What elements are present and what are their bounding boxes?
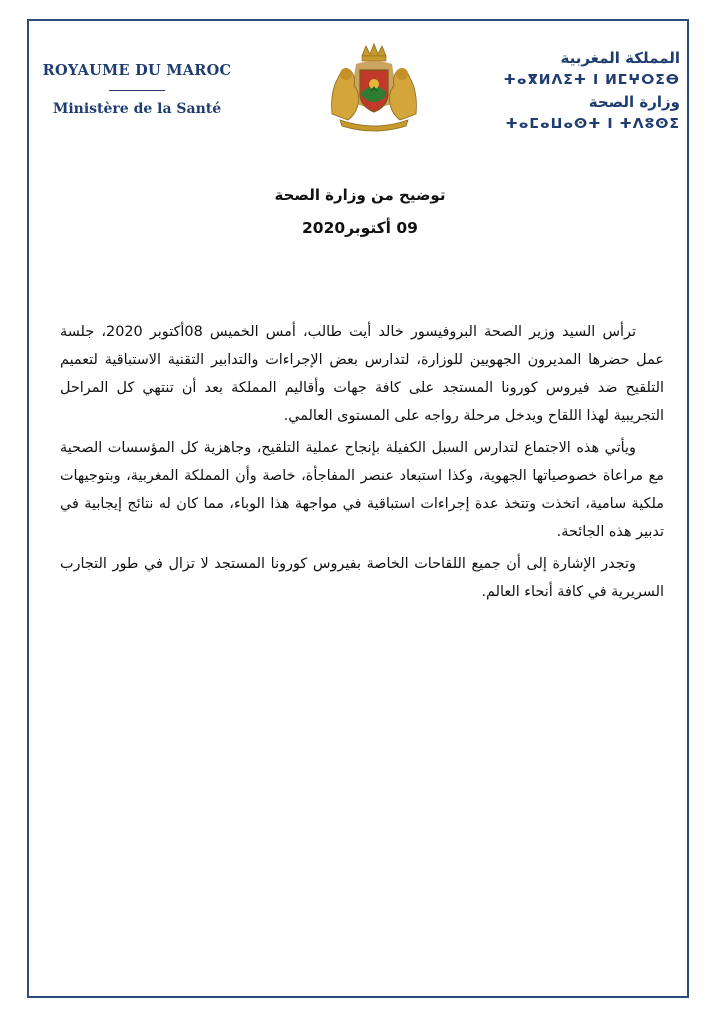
paragraph: ترأس السيد وزير الصحة البروفيسور خالد أيت طالب، أمس الخميس 08أكتوبر 2020، جلسة عمل حضرها المديرون الجهويين للوزارة، لتدارس بعض الإجراءات والتدابير التقنية الاستباقية لتعميم التلقيح ضد فيروس كورونا المستجد على كافة جهات وأقاليم المملكة بعد أن تنتهي كل المراحل التجريبية لهذا اللقاح ويدخل مرحلة رواجه على المستوى العالمي. (60, 324, 664, 424)
header-left-block (32, 62, 242, 117)
kingdom-name-fr: ROYAUME DU MAROC (42, 62, 232, 79)
document-date: 09 أكتوبر2020 (302, 219, 418, 237)
header-right-block (490, 47, 680, 135)
document-title: توضيح من وزارة الصحة (274, 186, 446, 204)
kingdom-name-ar: المملكة المغربية (560, 49, 680, 67)
ministry-name-fr: Ministère de la Santé (52, 101, 222, 117)
ministry-name-tifinagh: ⵜⴰⵎⴰⵡⴰⵙⵜ ⵏ ⵜⴷⵓⵙⵉ (505, 116, 680, 132)
kingdom-name-tifinagh: ⵜⴰⴳⵍⴷⵉⵜ ⵏ ⵍⵎⵖⵔⵉⴱ (503, 72, 680, 88)
paragraph: ويأتي هذه الاجتماع لتدارس السبل الكفيلة بإنجاح عملية التلقيح، وجاهزية كل المؤسسات الصحية مع مراعاة خصوصياتها الجهوية، وكذا استبعاد عنصر المفاجأة، خاصة وأن المملكة المغربية، وبتوجيهات ملكية سامية، اتخذت وتتخذ عدة إجراءات استباقية في مواجهة هذا الوباء، مما كان له نتائج إيجابية في تدبير هذه الجائحة. (60, 440, 664, 540)
ministry-name-ar: وزارة الصحة (588, 93, 680, 111)
moroccan-royal-coat-of-arms-icon (326, 42, 422, 132)
paragraph: وتجدر الإشارة إلى أن جميع اللقاحات الخاصة بفيروس كورونا المستجد لا تزال في طور التجارب السريرية في كافة أنحاء العالم. (60, 556, 664, 600)
document-body (60, 318, 664, 610)
header-divider (109, 90, 165, 91)
